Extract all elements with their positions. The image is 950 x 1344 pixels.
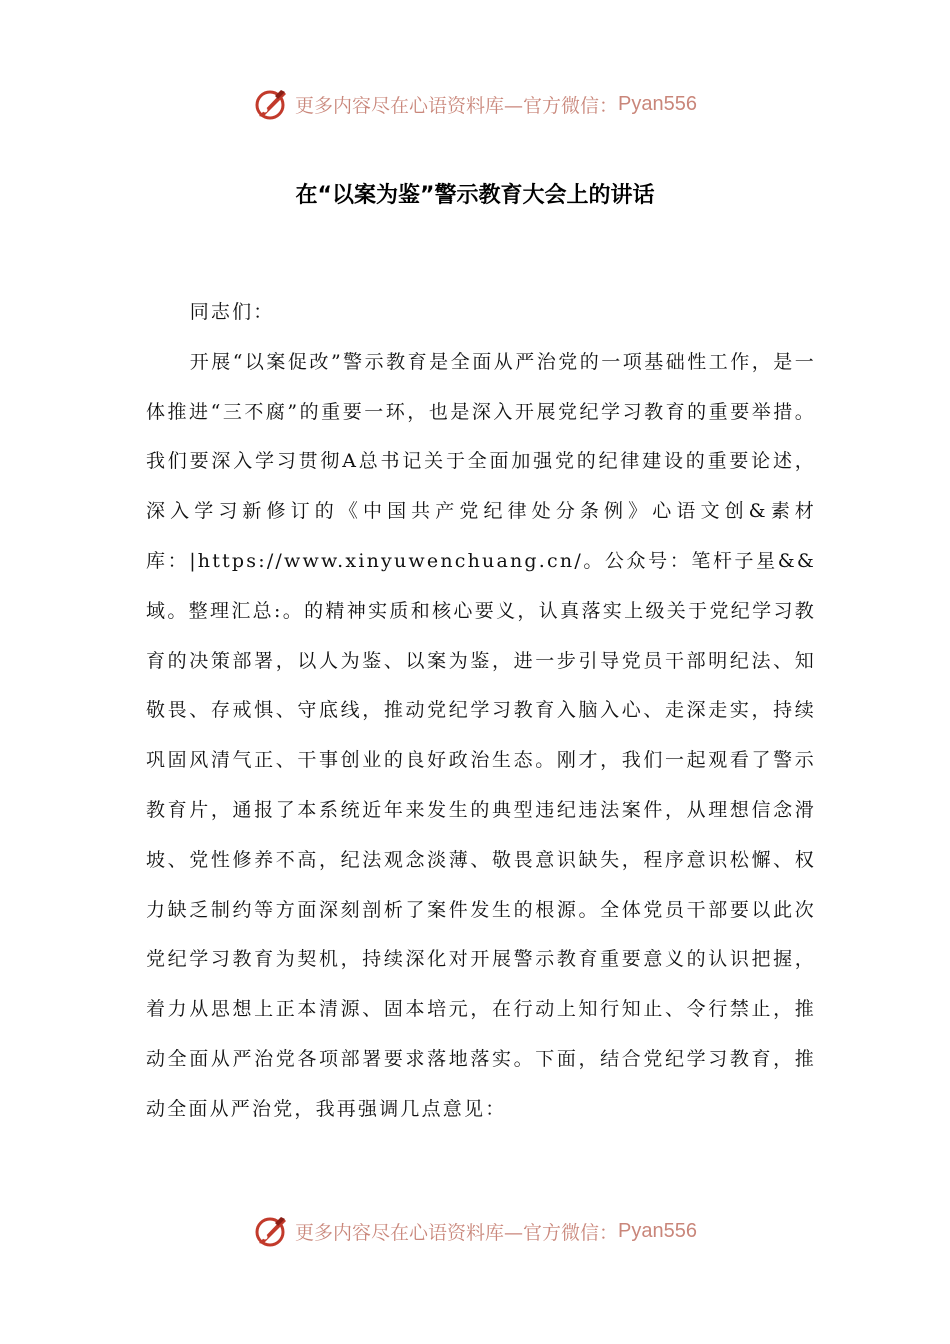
quill-logo-icon <box>253 86 289 122</box>
watermark-banner-bottom <box>0 1211 950 1251</box>
watermark-wechat-id: Pyan556 <box>618 1219 697 1242</box>
watermark-text: 更多内容尽在心语资料库—官方微信： <box>295 94 619 117</box>
quill-logo-icon <box>253 1213 289 1249</box>
document-title: 在“以案为鉴”警示教育大会上的讲话 <box>295 183 655 208</box>
document-body <box>146 288 816 1135</box>
watermark-wechat-id: Pyan556 <box>618 92 697 115</box>
watermark-banner-top <box>0 84 950 124</box>
salutation: 同志们： <box>189 301 275 323</box>
watermark-text: 更多内容尽在心语资料库—官方微信： <box>295 1221 619 1244</box>
body-paragraph: 开展“以案促改”警示教育是全面从严治党的一项基础性工作，是一体推进“三不腐”的重要一环，也是深入开展党纪学习教育的重要举措。我们要深入学习贯彻A总书记关于全面加强党的纪律建设的重要论述，深入学习新修订的《中国共产党纪律处分条例》心语文创&素材库：|https://www.xinyuwenchuang.cn/。公众号：笔杆子星&&域。整理汇总:。的精神实质和核心要义，认真落实上级关于党纪学习教育的决策部署，以人为鉴、以案为鉴，进一步引导党员干部明纪法、知敬畏、存戒惧、守底线，推动党纪学习教育入脑入心、走深走实，持续巩固风清气正、干事创业的良好政治生态。刚才，我们一起观看了警示教育片，通报了本系统近年来发生的典型违纪违法案件，从理想信念滑坡、党性修养不高，纪法观念淡薄、敬畏意识缺失，程序意识松懈、权力缺乏制约等方面深刻剖析了案件发生的根源。全体党员干部要以此次党纪学习教育为契机，持续深化对开展警示教育重要意义的认识把握，着力从思想上正本清源、固本培元，在行动上知行知止、令行禁止，推动全面从严治党各项部署要求落地落实。下面，结合党纪学习教育，推动全面从严治党，我再强调几点意见： <box>146 350 816 1120</box>
